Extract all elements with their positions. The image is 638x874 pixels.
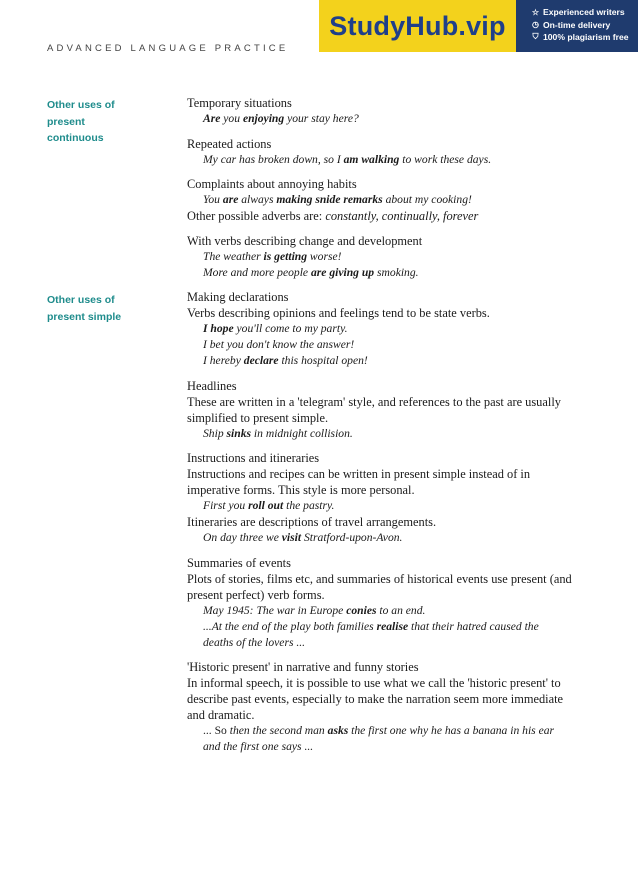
section-heading: Making declarations (187, 290, 289, 304)
body-text: Instructions and recipes can be written in present simple instead of in (187, 467, 531, 481)
feature-text: On-time delivery (543, 19, 611, 30)
body-text: Plots of stories, films etc, and summaries of historical events use present (and (187, 571, 572, 586)
example-sentence: deaths of the lovers ... (203, 635, 306, 649)
example-sentence: I hope you'll come to my party. (203, 322, 348, 335)
example-sentence: ...At the end of the play both families realise that their hatred caused the (203, 619, 539, 633)
shield-icon: ⛉ (532, 32, 539, 42)
feature-item (531, 19, 638, 32)
side-label-line: present (47, 115, 85, 128)
example-sentence: and the first one says ... (203, 740, 314, 753)
body-text: and dramatic. (187, 708, 255, 722)
example-sentence: Are you enjoying your stay here? (203, 112, 359, 125)
section-heading: With verbs describing change and development (187, 233, 423, 248)
body-text: present perfect) verb forms. (187, 587, 325, 602)
feature-text: Experienced writers (543, 7, 625, 18)
section-heading: Instructions and itineraries (187, 451, 320, 465)
section-heading: Complaints about annoying habits (187, 177, 357, 191)
example-sentence: My car has broken down, so I am walking to work these days. (203, 152, 492, 166)
example-sentence: I hereby declare this hospital open! (203, 354, 368, 367)
side-label-present-simple (47, 292, 167, 325)
body-text: imperative forms. This style is more personal. (187, 483, 415, 497)
body-text: describe past events, especially to make the narration seem more immediate (187, 692, 564, 706)
clock-icon: ◷ (532, 20, 539, 30)
side-label-line: present simple (47, 310, 122, 323)
side-label-line: continuous (47, 132, 104, 144)
feature-text: 100% plagiarism free (543, 32, 629, 43)
example-sentence: May 1945: The war in Europe conies to an end. (203, 603, 426, 617)
body-text: Other possible adverbs are: constantly, continually, forever (187, 209, 479, 223)
banner-features (516, 0, 638, 52)
main-content (187, 95, 607, 755)
body-text: In informal speech, it is possible to use what we call the 'historic present' to (187, 676, 561, 690)
section-heading: Temporary situations (187, 96, 292, 110)
example-sentence: Ship sinks in midnight collision. (203, 426, 353, 440)
section-heading: Summaries of events (187, 555, 291, 570)
section-heading: Headlines (187, 378, 237, 393)
example-sentence: First you roll out the pastry. (203, 499, 335, 512)
section-heading: Repeated actions (187, 136, 272, 151)
example-sentence: The weather is getting worse! (203, 249, 342, 263)
side-label-line: Other uses of (47, 294, 115, 306)
body-text: These are written in a 'telegram' style, and references to the past are usually (187, 394, 561, 409)
example-sentence: More and more people are giving up smoking. (203, 265, 419, 279)
body-text: Itineraries are descriptions of travel arrangements. (187, 515, 437, 529)
star-icon: ☆ (531, 7, 540, 17)
body-text: Verbs describing opinions and feelings tend to be state verbs. (187, 306, 490, 320)
feature-item (531, 31, 638, 44)
example-sentence: You are always making snide remarks about my cooking! (203, 193, 472, 206)
example-sentence: ... So then the second man asks the first one why he has a banana in his ear (203, 724, 555, 737)
section-heading: 'Historic present' in narrative and funny stories (187, 660, 419, 674)
body-text: simplified to present simple. (187, 410, 329, 425)
running-header: ADVANCED LANGUAGE PRACTICE (47, 43, 289, 54)
example-sentence: On day three we visit Stratford-upon-Avon. (203, 531, 403, 544)
side-label-present-continuous (47, 97, 167, 147)
side-label-line: Other uses of (47, 99, 115, 111)
studyhub-banner[interactable] (319, 0, 638, 52)
feature-item (531, 6, 638, 19)
example-sentence: I bet you don't know the answer! (203, 338, 355, 351)
studyhub-logo[interactable]: StudyHub.vip (319, 0, 516, 52)
